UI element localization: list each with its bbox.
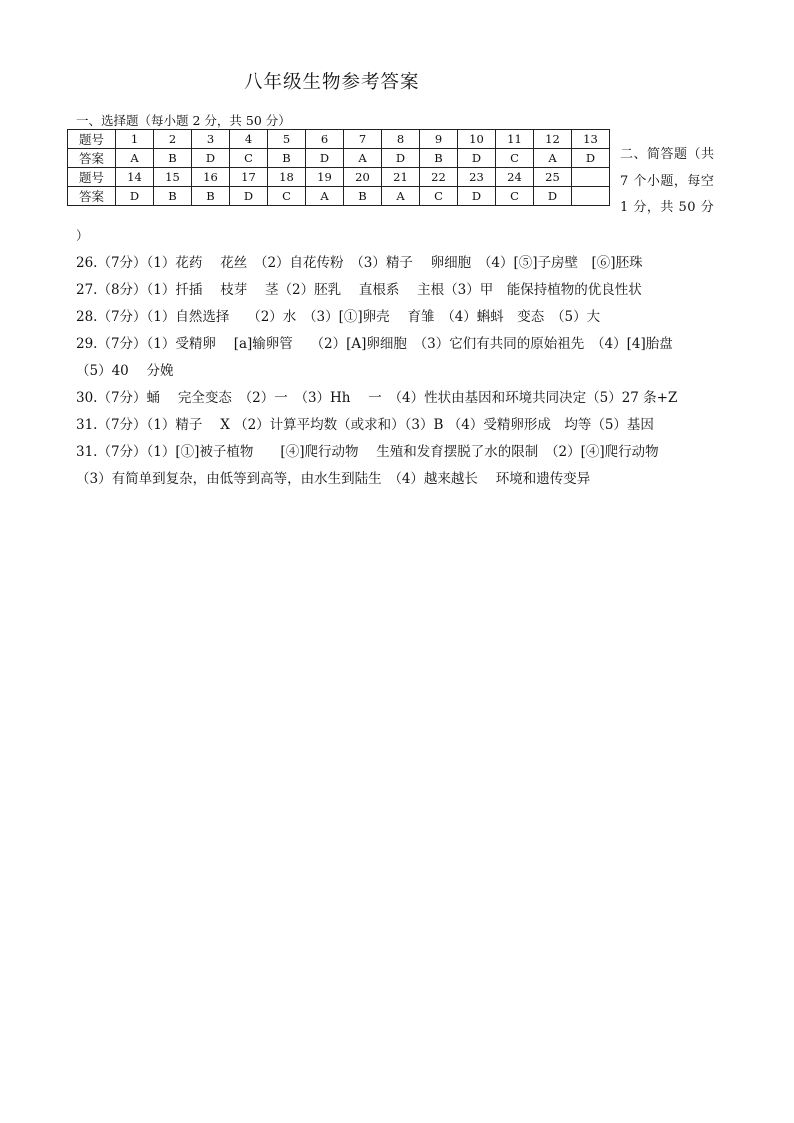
table-row — [68, 130, 610, 149]
table-cell: B — [344, 187, 382, 206]
table-cell: B — [154, 187, 192, 206]
row-label-answer: 答案 — [68, 149, 116, 168]
table-cell: D — [534, 187, 572, 206]
table-cell: A — [534, 149, 572, 168]
table-cell: D — [382, 149, 420, 168]
table-cell: 19 — [306, 168, 344, 187]
table-cell: D — [230, 187, 268, 206]
table-cell: C — [230, 149, 268, 168]
table-row — [68, 149, 610, 168]
table-cell: 2 — [154, 130, 192, 149]
section-heading-short-answer — [620, 142, 724, 222]
answer-line: 31.（7分）（1）[①]被子植物 [④]爬行动物 生殖和发育摆脱了水的限制 （2）[④]爬行动物 — [76, 444, 659, 460]
table-cell: 1 — [116, 130, 154, 149]
table-cell: B — [268, 149, 306, 168]
table-cell: A — [306, 187, 344, 206]
row-label-answer: 答案 — [68, 187, 116, 206]
table-cell: 15 — [154, 168, 192, 187]
table-cell: C — [496, 187, 534, 206]
answer-table — [67, 129, 610, 206]
answer-line: 30.（7分）蛹 完全变态 （2）一 （3）Hh 一 （4）性状由基因和环境共同决定（5）27 条+Z — [76, 390, 678, 406]
table-cell: C — [420, 187, 458, 206]
table-cell: A — [116, 149, 154, 168]
table-cell: 8 — [382, 130, 420, 149]
table-cell: 13 — [572, 130, 610, 149]
table-cell: 23 — [458, 168, 496, 187]
table-cell: D — [458, 149, 496, 168]
table-cell: A — [344, 149, 382, 168]
table-cell: B — [420, 149, 458, 168]
table-cell: 24 — [496, 168, 534, 187]
answer-line: 28.（7分）（1）自然选择 （2）水 （3）[①]卵壳 育雏 （4）蝌蚪 变态 （5）大 — [76, 309, 601, 325]
table-row — [68, 168, 610, 187]
table-cell: 12 — [534, 130, 572, 149]
table-cell: D — [116, 187, 154, 206]
row-label-number: 题号 — [68, 130, 116, 149]
table-cell: 5 — [268, 130, 306, 149]
table-cell: B — [154, 149, 192, 168]
table-cell: 4 — [230, 130, 268, 149]
table-cell: A — [382, 187, 420, 206]
answer-line: 26.（7分）（1）花药 花丝 （2）自花传粉 （3）精子 卵细胞 （4）[⑤]子房壁 [⑥]胚珠 — [76, 255, 643, 271]
table-cell: 14 — [116, 168, 154, 187]
table-cell: 21 — [382, 168, 420, 187]
table-cell: D — [192, 149, 230, 168]
table-row — [68, 187, 610, 206]
section-heading-line: 7 个小题，每空 — [620, 173, 715, 189]
table-cell: D — [306, 149, 344, 168]
table-cell: 20 — [344, 168, 382, 187]
table-cell: 3 — [192, 130, 230, 149]
page-title: 八年级生物参考答案 — [244, 72, 420, 93]
table-cell: 6 — [306, 130, 344, 149]
table-cell — [572, 187, 610, 206]
answer-lines — [76, 250, 776, 493]
table-cell: 10 — [458, 130, 496, 149]
answer-line: 29.（7分）（1）受精卵 [a]输卵管 （2）[A]卵细胞 （3）它们有共同的原始祖先 （4）[4]胎盘 — [76, 336, 673, 352]
table-cell: 17 — [230, 168, 268, 187]
answer-line: （3）有简单到复杂，由低等到高等，由水生到陆生 （4）越来越长 环境和遗传变异 — [76, 471, 591, 487]
table-cell: D — [572, 149, 610, 168]
row-label-number: 题号 — [68, 168, 116, 187]
table-cell: B — [192, 187, 230, 206]
section-heading-line: 1 分，共 50 分 — [620, 200, 715, 215]
table-cell: 9 — [420, 130, 458, 149]
section-heading-choice: 一、选择题（每小题 2 分，共 50 分） — [76, 113, 291, 128]
table-cell: 18 — [268, 168, 306, 187]
table-cell: C — [496, 149, 534, 168]
section-heading-close: ） — [76, 228, 89, 243]
answer-line: （5）40 分娩 — [76, 363, 174, 379]
table-cell: 25 — [534, 168, 572, 187]
answer-line: 31.（7分）（1）精子 X （2）计算平均数（或求和）（3）B （4）受精卵形成 均等（5）基因 — [76, 417, 654, 433]
section-heading-line: 二、简答题（共 — [620, 147, 715, 162]
table-cell: 11 — [496, 130, 534, 149]
answer-line: 27.（8分）（1）扦插 枝芽 茎（2）胚乳 直根系 主根（3）甲 能保持植物的优良性状 — [76, 282, 642, 298]
table-cell — [572, 168, 610, 187]
table-cell: 7 — [344, 130, 382, 149]
table-cell: 16 — [192, 168, 230, 187]
table-cell: 22 — [420, 168, 458, 187]
table-cell: D — [458, 187, 496, 206]
table-cell: C — [268, 187, 306, 206]
